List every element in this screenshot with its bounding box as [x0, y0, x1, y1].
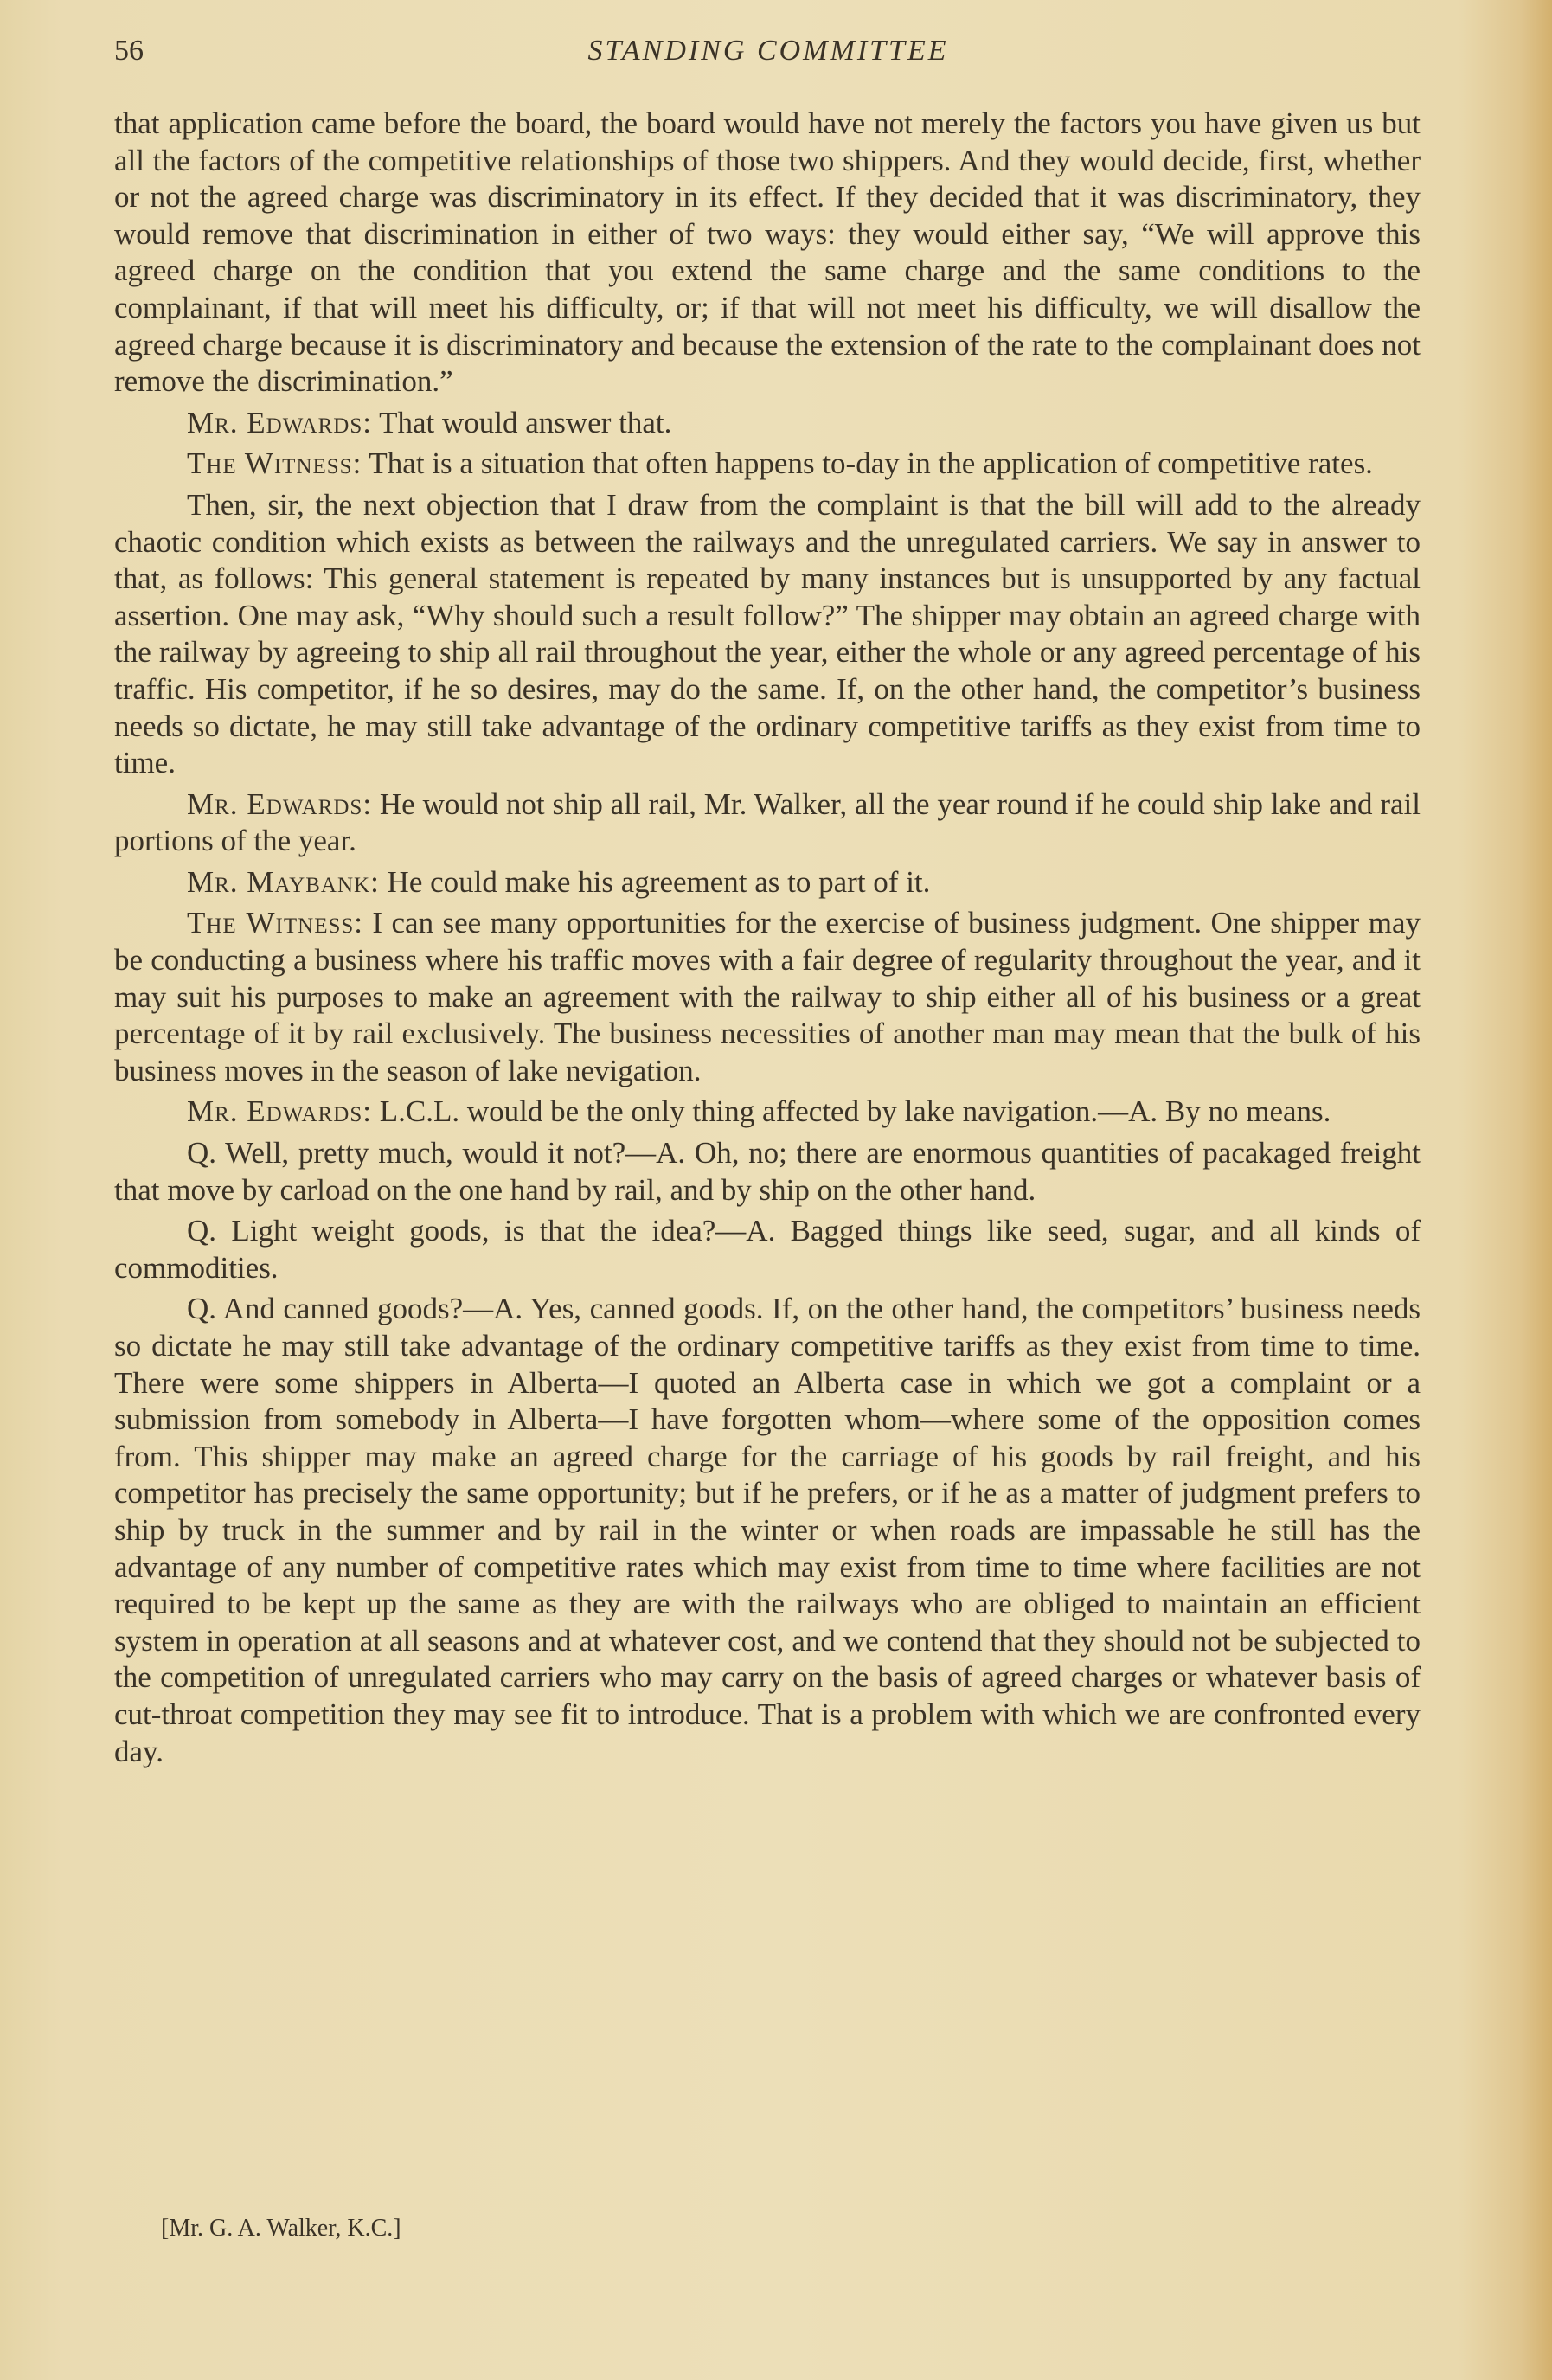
page-number: 56 [114, 35, 144, 67]
paragraph: Q. Light weight goods, is that the idea?—A. Bagged things like seed, sugar, and all kinds of commodities. [114, 1214, 1421, 1285]
footer-note: [Mr. G. A. Walker, K.C.] [161, 2215, 401, 2242]
running-head: STANDING COMMITTEE [587, 35, 949, 67]
body-text [114, 106, 1421, 1774]
speaker-label: Mr. Edwards: [187, 1094, 372, 1129]
paragraph: The Witness: That is a situation that often happens to-day in the application of competitive rates. [187, 446, 1373, 481]
paragraph: Mr. Edwards: He would not ship all rail, Mr. Walker, all the year round if he could ship lake and rail portions of the year. [114, 786, 1421, 858]
paragraph: that application came before the board, the board would have not merely the factors you have given us but all the factors of the competitive relationships of those two shippers. And they would decide, first, whether or not the agreed charge was discriminatory in its effect. If they decided that it was discriminatory, they would remove that discrimination in either of two ways: they would either say, “We will approve this agreed charge on the condition that you extend the same charge and the same conditions to the complainant, if that will meet his difficulty, or; if that will not meet his difficulty, we will disallow the agreed charge because it is discriminatory and because the extension of the rate to the complainant does not remove the discrimination.” [114, 106, 1421, 399]
paragraph: Mr. Edwards: L.C.L. would be the only thing affected by lake navigation.—A. By no means. [187, 1094, 1331, 1129]
paragraph: Q. Well, pretty much, would it not?—A. Oh, no; there are enormous quantities of pacakaged freight that move by carload on the one hand by rail, and by ship on the other hand. [114, 1136, 1421, 1207]
speaker-label: Mr. Edwards: [187, 786, 373, 821]
speaker-label: The Witness: [187, 906, 363, 940]
speaker-label: Mr. Maybank: [187, 864, 380, 899]
speaker-label: Mr. Edwards: [187, 405, 372, 439]
page-header [114, 35, 1422, 87]
paragraph: The Witness: I can see many opportunities for the exercise of business judgment. One shipper may be conducting a business where his traffic moves with a fair degree of regularity throughout the year, and it may suit his purposes to make an agreement with the railway to ship either all of his business or a great percentage of it by rail exclusively. The business necessities of another man may mean that the bulk of his business moves in the season of lake nevigation. [114, 906, 1421, 1087]
paragraph: Then, sir, the next objection that I draw from the complaint is that the bill will add to the already chaotic condition which exists as between the railways and the unregulated carriers. We say in answer to that, as follows: This general statement is repeated by many instances but is unsupported by any factual assertion. One may ask, “Why should such a result follow?” The shipper may obtain an agreed charge with the railway by agreeing to ship all rail throughout the year, either the whole or any agreed percentage of his traffic. His competitor, if he so desires, may do the same. If, on the other hand, the competitor’s business needs so dictate, he may still take advantage of the ordinary competitive tariffs as they exist from time to time. [114, 487, 1421, 780]
paragraph: Mr. Maybank: He could make his agreement as to part of it. [187, 864, 931, 899]
paragraph: Q. And canned goods?—A. Yes, canned goods. If, on the other hand, the competitors’ business needs so dictate he may still take advantage of the ordinary competitive tariffs as they exist from time to time. There were some shippers in Alberta—I quoted an Alberta case in which we got a complaint or a submission from somebody in Alberta—I have forgotten whom—where some of the opposition comes from. This shipper may make an agreed charge for the carriage of his goods by rail freight, and his competitor has precisely the same opportunity; but if he prefers, or if he as a matter of judgment prefers to ship by truck in the summer and by rail in the winter or when roads are impassable he still has the advantage of any number of competitive rates which may exist from time to time where facilities are not required to be kept up the same as they are with the railways who are obliged to maintain an efficient system in operation at all seasons and at whatever cost, and we contend that they should not be subjected to the competition of unregulated carriers who may carry on the basis of agreed charges or whatever basis of cut-throat competition they may see fit to introduce. That is a problem with which we are confronted every day. [114, 1292, 1421, 1768]
speaker-label: The Witness: [187, 446, 362, 481]
paragraph: Mr. Edwards: That would answer that. [187, 405, 672, 439]
